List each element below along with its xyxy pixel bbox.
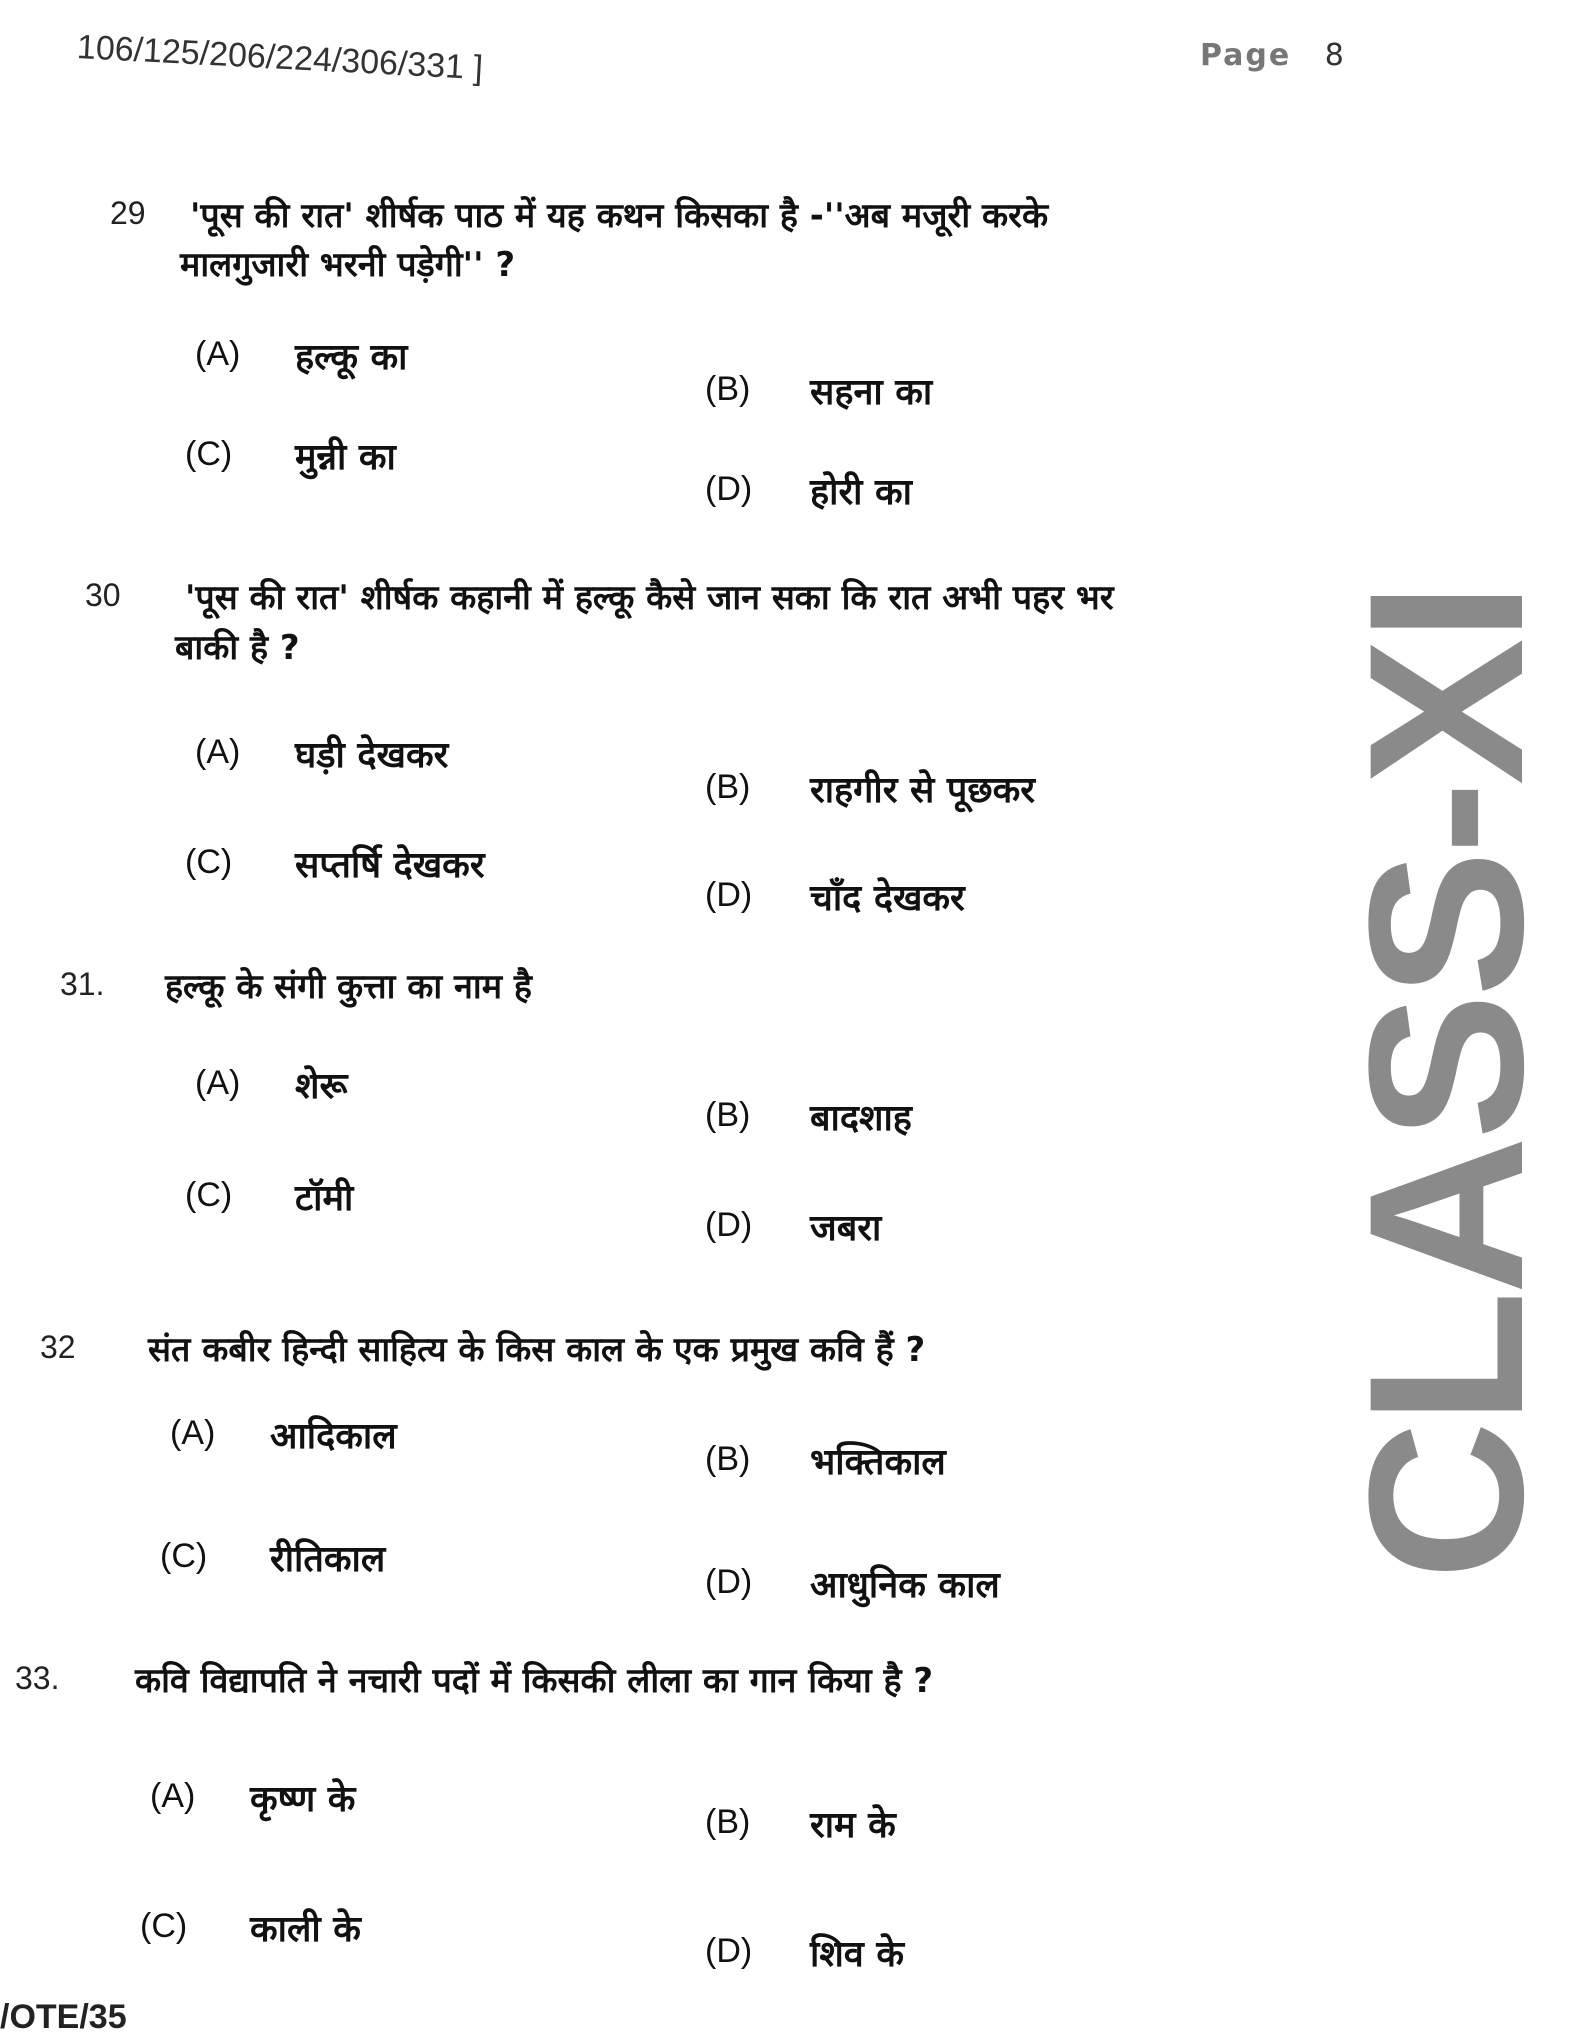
option-text: होरी का [810, 472, 912, 513]
option-label: (A) [195, 335, 241, 373]
option-text: टॉमी [295, 1178, 354, 1219]
option-label: (B) [705, 768, 751, 806]
question-text: 'पूस की रात' शीर्षक कहानी में हल्कू कैसे जान सका कि रात अभी पहर भर [185, 578, 1114, 618]
page-number: 8 [1324, 38, 1344, 73]
page-word: Page [1200, 38, 1292, 73]
option-text: मुन्नी का [295, 437, 396, 478]
question-number: 33. [15, 1660, 60, 1696]
option-text: राम के [810, 1805, 896, 1846]
question-text-continued: मालगुजारी भरनी पड़ेगी'' ? [180, 245, 516, 285]
footer-code: /OTE/35 [0, 1998, 127, 2036]
option-text: हल्कू का [295, 337, 408, 378]
question-number: 29 [110, 195, 146, 231]
option-label: (B) [705, 1096, 751, 1134]
option-label: (B) [705, 1803, 751, 1841]
option-text: रीतिकाल [270, 1539, 386, 1580]
option-text: जबरा [810, 1208, 882, 1249]
option-label: (B) [705, 1440, 751, 1478]
option-text: सहना का [810, 372, 933, 413]
option-text: आधुनिक काल [810, 1565, 1000, 1606]
option-label: (B) [705, 370, 751, 408]
question-text: हल्कू के संगी कुत्ता का नाम है [165, 967, 532, 1007]
paper-code: 106/125/206/224/306/331 ] [76, 28, 484, 88]
option-label: (C) [185, 843, 233, 881]
option-text: काली के [250, 1909, 361, 1950]
question-number: 32 [40, 1329, 76, 1365]
page-indicator [1200, 38, 1344, 73]
option-text: शिव के [810, 1934, 905, 1975]
option-text: बादशाह [810, 1098, 912, 1139]
option-label: (A) [195, 733, 241, 771]
question-text-continued: बाकी है ? [175, 628, 300, 668]
option-label: (D) [705, 1932, 753, 1970]
class-watermark: CLASS-XI [1323, 585, 1569, 1580]
option-text: चाँद देखकर [810, 878, 965, 919]
option-label: (A) [150, 1777, 196, 1815]
option-label: (A) [170, 1414, 216, 1452]
option-label: (C) [185, 435, 233, 473]
question-text: संत कबीर हिन्दी साहित्य के किस काल के एक प्रमुख कवि हैं ? [148, 1330, 926, 1370]
question-text: 'पूस की रात' शीर्षक पाठ में यह कथन किसका है -''अब मजूरी करके [190, 196, 1049, 236]
option-label: (D) [705, 876, 753, 914]
option-text: शेरू [295, 1066, 348, 1107]
option-label: (C) [160, 1537, 208, 1575]
option-label: (D) [705, 1563, 753, 1601]
option-label: (D) [705, 470, 753, 508]
option-text: भक्तिकाल [810, 1442, 946, 1483]
question-number: 30 [85, 577, 121, 613]
question-text: कवि विद्यापति ने नचारी पदों में किसकी लीला का गान किया है ? [135, 1661, 934, 1701]
option-text: कृष्ण के [250, 1779, 356, 1820]
option-text: आदिकाल [270, 1416, 397, 1457]
option-text: राहगीर से पूछकर [810, 770, 1035, 811]
option-label: (D) [705, 1206, 753, 1244]
question-number: 31. [60, 966, 105, 1002]
option-label: (C) [185, 1176, 233, 1214]
option-text: घड़ी देखकर [295, 735, 449, 776]
option-text: सप्तर्षि देखकर [295, 845, 485, 886]
option-label: (C) [140, 1907, 188, 1945]
option-label: (A) [195, 1064, 241, 1102]
